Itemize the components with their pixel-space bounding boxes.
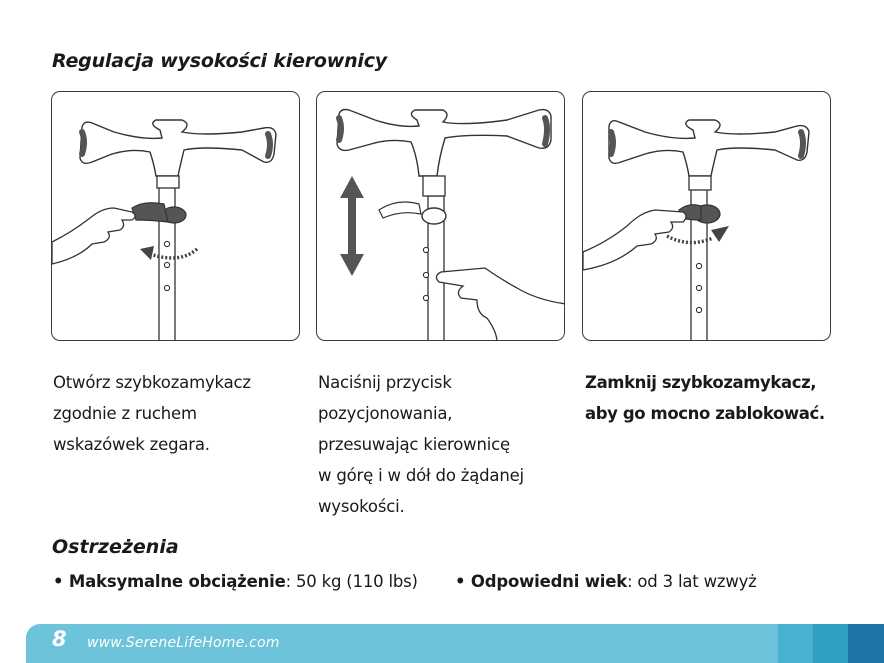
step-2-line: Naciśnij przycisk bbox=[318, 373, 452, 392]
step-3-line: aby go mocno zablokować. bbox=[585, 404, 825, 423]
hand-illustration bbox=[52, 208, 135, 264]
max-load-warning bbox=[53, 572, 418, 591]
step-2-line: w górę i w dół do żądanej bbox=[318, 466, 524, 485]
age-warning bbox=[455, 572, 757, 591]
age-value: : od 3 lat wzwyż bbox=[627, 572, 757, 591]
max-load-label: • Maksymalne obciążenie bbox=[53, 572, 286, 591]
step-2-caption bbox=[318, 367, 573, 522]
warnings-title: Ostrzeżenia bbox=[52, 536, 179, 558]
handlebar-illustration bbox=[337, 110, 551, 197]
hand-illustration bbox=[436, 268, 565, 341]
step-2-line: wysokości. bbox=[318, 497, 405, 516]
hand-illustration bbox=[583, 210, 686, 270]
page-footer bbox=[0, 624, 884, 663]
step-1-line: zgodnie z ruchem bbox=[53, 404, 197, 423]
footer-color-block bbox=[778, 624, 813, 663]
step-3-caption bbox=[585, 367, 875, 429]
step-1-caption bbox=[53, 367, 308, 460]
step-3-line: Zamknij szybkozamykacz, bbox=[585, 373, 817, 392]
illustration-panel-open-clamp bbox=[51, 91, 300, 341]
up-down-arrow-icon bbox=[340, 176, 364, 276]
adjust-height-illustration bbox=[317, 92, 565, 341]
max-load-value: : 50 kg (110 lbs) bbox=[285, 572, 418, 591]
section-title: Regulacja wysokości kierownicy bbox=[52, 50, 387, 72]
website-link[interactable]: www.SereneLifeHome.com bbox=[87, 635, 280, 651]
step-2-line: pozycjonowania, bbox=[318, 404, 453, 423]
illustration-panel-close-clamp bbox=[582, 91, 831, 341]
footer-color-block bbox=[813, 624, 848, 663]
handlebar-illustration bbox=[609, 120, 809, 190]
illustration-panel-adjust-height bbox=[316, 91, 565, 341]
close-clamp-illustration bbox=[583, 92, 831, 341]
open-clamp-illustration bbox=[52, 92, 300, 341]
step-1-line: wskazówek zegara. bbox=[53, 435, 210, 454]
age-label: • Odpowiedni wiek bbox=[455, 572, 627, 591]
page-number: 8 bbox=[52, 627, 67, 651]
step-1-line: Otwórz szybkozamykacz bbox=[53, 373, 251, 392]
footer-color-block bbox=[848, 624, 884, 663]
step-2-line: przesuwając kierownicę bbox=[318, 435, 510, 454]
handlebar-illustration bbox=[80, 120, 276, 188]
